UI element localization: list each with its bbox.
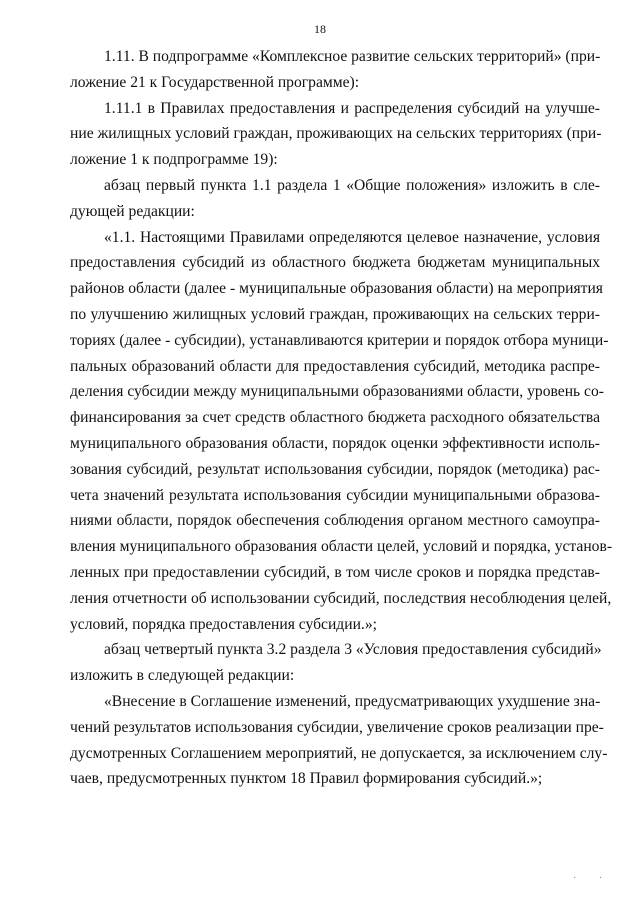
text-line: чений результатов использования субсидии, увеличение сроков реализации пре-	[70, 718, 604, 736]
text-line: по улучшению жилищных условий граждан, проживающих на сельских терри-	[70, 305, 600, 323]
text-line: ториях (далее - субсидии), устанавливаются критерии и порядок отбора муници-	[70, 331, 609, 349]
text-line: абзац четвертый пункта 3.2 раздела 3 «Условия предоставления субсидий»	[104, 641, 602, 659]
text-line: ления отчетности об использовании субсидий, последствия несоблюдения целей,	[70, 589, 612, 607]
text-line: ложение 21 к Государственной программе):	[70, 73, 360, 91]
text-line: вления муниципального образования области целей, условий и порядка, установ-	[70, 538, 613, 556]
text-line: абзац первый пункта 1.1 раздела 1 «Общие положения» изложить в сле-	[104, 176, 600, 194]
text-line: «Внесение в Соглашение изменений, предусматривающих ухудшение зна-	[104, 692, 601, 710]
text-line: районов области (далее - муниципальные образования области) на мероприятия	[70, 280, 603, 298]
text-line: условий, порядка предоставления субсидии.»;	[70, 615, 377, 633]
scan-marks: · ·	[573, 873, 613, 884]
text-line: «1.1. Настоящими Правилами определяются целевое назначение, условия	[104, 228, 600, 246]
page-number: 18	[314, 22, 326, 36]
text-line: ложение 1 к подпрограмме 19):	[70, 151, 278, 169]
text-line: деления субсидии между муниципальными образованиями области, уровень со-	[70, 383, 604, 401]
text-line: финансирования за счет средств областного бюджета расходного обязательства	[70, 409, 600, 427]
paragraph-abzac-4	[70, 637, 600, 689]
paragraph-quoted-soglashenie	[70, 689, 608, 792]
text-line: пальных образований области для предоставления субсидий, методика распре-	[70, 357, 600, 375]
paragraph-quoted-1-1	[70, 225, 613, 638]
text-line: муниципального образования области, порядок оценки эффективности исполь-	[70, 434, 600, 452]
text-line: чета значений результата использования субсидии муниципальными образова-	[70, 486, 600, 504]
text-line: дусмотренных Соглашением мероприятий, не допускается, за исключением слу-	[70, 744, 608, 762]
text-line: предоставления субсидий из областного бюджета бюджетам муниципальных	[70, 254, 600, 272]
paragraph-item-1-11-1	[70, 96, 600, 173]
text-line: ленных при предоставлении субсидий, в том числе сроков и порядка представ-	[70, 563, 600, 581]
paragraph-abzac-1	[70, 173, 600, 225]
text-line: 1.11.1 в Правилах предоставления и распределения субсидий на улучше-	[104, 99, 600, 117]
text-line: изложить в следующей редакции:	[70, 667, 295, 685]
text-line: чаев, предусмотренных пунктом 18 Правил формирования субсидий.»;	[70, 770, 543, 788]
text-line: зования субсидий, результат использования субсидии, порядок (методика) рас-	[70, 460, 600, 478]
text-line: дующей редакции:	[70, 202, 195, 220]
document-body	[70, 44, 613, 792]
paragraph-item-1-11	[70, 44, 600, 96]
text-line: ние жилищных условий граждан, проживающих на сельских территориях (при-	[70, 125, 602, 143]
text-line: ниями области, порядок обеспечения соблюдения органом местного самоупра-	[70, 512, 600, 530]
text-line: 1.11. В подпрограмме «Комплексное развитие сельских территорий» (при-	[104, 48, 601, 65]
